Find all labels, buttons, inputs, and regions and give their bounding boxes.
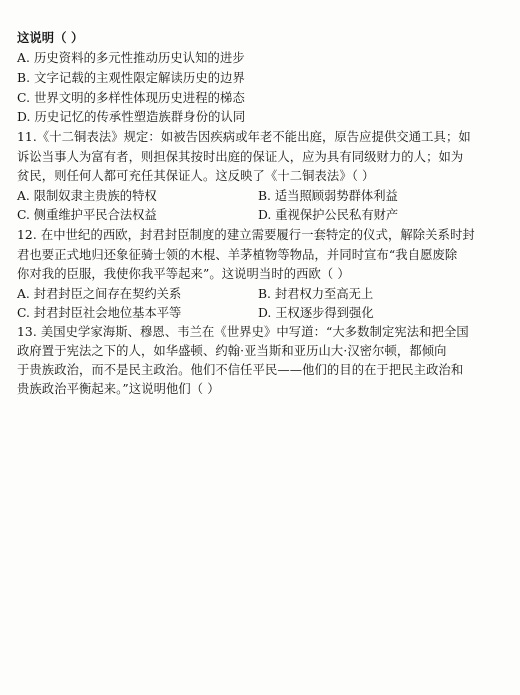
q12-option-a: A. 封君封臣之间存在契约关系 (17, 287, 182, 301)
q11-option-c: C. 侧重维护平民合法权益 (17, 208, 157, 222)
q12-option-d: D. 王权逐步得到强化 (258, 306, 374, 320)
q12-option-c: C. 封君封臣社会地位基本平等 (17, 306, 182, 320)
q12-stem-line-3: 你对我的臣服，我使你我平等起来”。这说明当时的西欧（ ） (17, 267, 350, 281)
q11-stem-line-2: 诉讼当事人为富有者，则担保其按时出庭的保证人，应为具有同级财力的人；如为 (17, 150, 464, 164)
q12-option-b: B. 封君权力至高无上 (258, 287, 374, 301)
q11-stem-line-1: 11.《十二铜表法》规定：如被告因疾病或年老不能出庭，原告应提供交通工具；如 (17, 130, 471, 144)
q12-stem-line-1: 12. 在中世纪的西欧，封君封臣制度的建立需要履行一套特定的仪式，解除关系时封 (17, 228, 475, 242)
q11-stem-line-3: 贫民，则任何人都可充任其保证人。这反映了《十二铜表法》（ ） (17, 169, 375, 183)
q10-stem-tail: 这说明（ ） (17, 30, 84, 45)
q10-option-a: A. 历史资料的多元性推动历史认知的进步 (17, 51, 245, 65)
q10-option-d: D. 历史记忆的传承性塑造族群身份的认同 (17, 110, 246, 124)
q11-option-b: B. 适当照顾弱势群体利益 (258, 189, 398, 203)
q11-option-a: A. 限制奴隶主贵族的特权 (17, 189, 157, 203)
q10-option-b: B. 文字记载的主观性限定解读历史的边界 (17, 71, 245, 85)
q13-stem-line-3: 于贵族政治，而不是民主政治。他们不信任平民——他们的目的在于把民主政治和 (17, 363, 464, 377)
q13-stem-line-1: 13. 美国史学家海斯、穆恩、韦兰在《世界史》中写道：“大多数制定宪法和把全国 (17, 325, 469, 339)
q10-option-c: C. 世界文明的多样性体现历史进程的梯态 (17, 91, 245, 105)
q13-stem-line-2: 政府置于宪法之下的人，如华盛顿、约翰·亚当斯和亚历山大·汉密尔顿，都倾向 (17, 344, 447, 358)
q12-stem-line-2: 君也要正式地归还象征骑士领的木棍、羊茅植物等物品，并同时宣布“我自愿废除 (17, 248, 458, 262)
q13-stem-line-4: 贵族政治平衡起来。”这说明他们（ ） (17, 382, 220, 396)
q11-option-d: D. 重视保护公民私有财产 (258, 208, 399, 222)
